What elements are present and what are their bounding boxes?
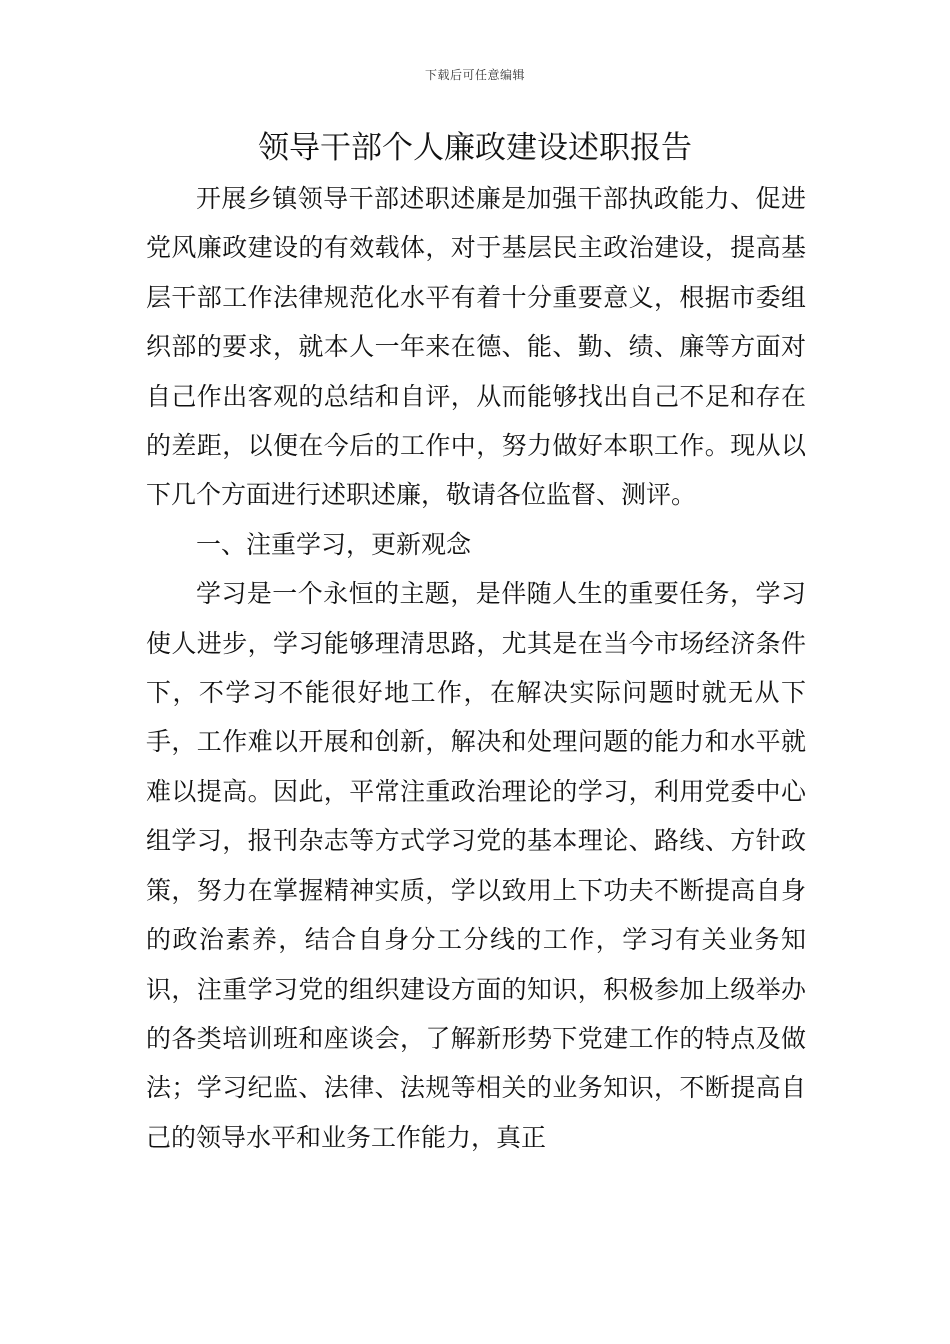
document-body (146, 174, 806, 1162)
paragraph-intro: 开展乡镇领导干部述职述廉是加强干部执政能力、促进党风廉政建设的有效载体，对于基层民主政治建设，提高基层干部工作法律规范化水平有着十分重要意义，根据市委组织部的要求，就本人一年来在德、能、勤、绩、廉等方面对自己作出客观的总结和自评，从而能够找出自己不足和存在的差距，以便在今后的工作中，努力做好本职工作。现从以下几个方面进行述职述廉，敬请各位监督、测评。 (146, 184, 806, 510)
document-title: 领导干部个人廉政建设述职报告 (258, 130, 692, 166)
paragraph-study: 学习是一个永恒的主题，是伴随人生的重要任务，学习使人进步，学习能够理清思路，尤其是在当今市场经济条件下，不学习不能很好地工作，在解决实际问题时就无从下手，工作难以开展和创新，解决和处理问题的能力和水平就难以提高。因此，平常注重政治理论的学习，利用党委中心组学习，报刊杂志等方式学习党的基本理论、路线、方针政策，努力在掌握精神实质，学以致用上下功夫不断提高自身的政治素养，结合自身分工分线的工作，学习有关业务知识，注重学习党的组织建设方面的知识，积极参加上级举办的各类培训班和座谈会，了解新形势下党建工作的特点及做法；学习纪监、法律、法规等相关的业务知识，不断提高自己的领导水平和业务工作能力，真正 (146, 579, 806, 1152)
header-note: 下载后可任意编辑 (424, 68, 525, 82)
section-heading: 一、注重学习，更新观念 (196, 529, 472, 559)
